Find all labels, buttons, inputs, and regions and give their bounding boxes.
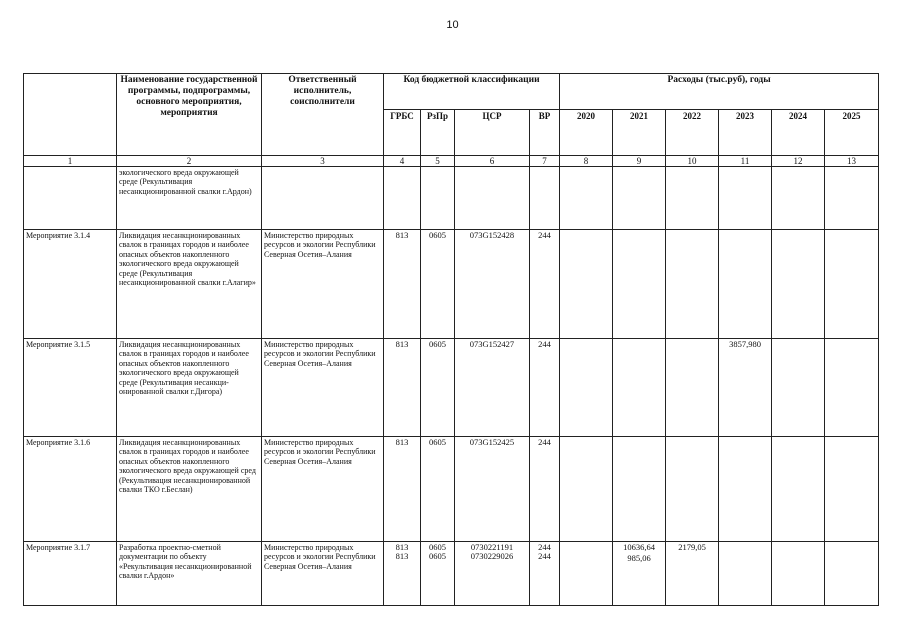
cell-grbs: [384, 167, 421, 230]
cell-2022: [666, 542, 719, 606]
cell-csr: [455, 167, 530, 230]
column-number: 11: [719, 156, 772, 167]
cell-2025: [825, 542, 879, 606]
cell-2021: [613, 167, 666, 230]
cell-value: 10636,64: [623, 542, 655, 552]
column-number: 12: [772, 156, 825, 167]
cell-value: 244: [538, 542, 551, 552]
cell-2022: [666, 167, 719, 230]
column-number: 5: [421, 156, 455, 167]
header-year: 2024: [772, 110, 825, 156]
table-row: [24, 437, 879, 542]
row-name: Ликвидация несанкционированных свалок в границах городов и наиболее опасных объектов накопленного экологического вреда окружающей сред (Рекультивация несанкционированной свалки ТКО г.Беслан): [117, 437, 262, 542]
cell-rzpr: 0605: [421, 230, 455, 339]
column-number: 7: [530, 156, 560, 167]
header-grbs: ГРБС: [384, 110, 421, 156]
cell-rzpr: [421, 167, 455, 230]
cell-grbs: 813: [384, 339, 421, 437]
header-responsible: Ответственный исполнитель, соисполнители: [262, 74, 384, 156]
table-row: [24, 339, 879, 437]
column-number: 6: [455, 156, 530, 167]
cell-grbs: 813: [384, 230, 421, 339]
column-number: 9: [613, 156, 666, 167]
header-year: 2023: [719, 110, 772, 156]
row-label: Мероприятие 3.1.5: [24, 339, 117, 437]
column-number: 3: [262, 156, 384, 167]
cell-2023: [719, 167, 772, 230]
row-responsible: Министерство природных ресурсов и экологии Республики Северная Осетия–Алания: [262, 542, 384, 606]
cell-2023: 3857,980: [719, 339, 772, 437]
header-year: 2020: [560, 110, 613, 156]
column-number: 10: [666, 156, 719, 167]
cell-2020: [560, 167, 613, 230]
cell-2020: [560, 437, 613, 542]
row-label: Мероприятие 3.1.6: [24, 437, 117, 542]
cell-2025: [825, 230, 879, 339]
row-name: Разработка проектно-сметной документации по объекту «Рекультивация несанкционированной свалки г.Ардон»: [117, 542, 262, 606]
header-rzpr: РзПр: [421, 110, 455, 156]
cell-rzpr: [421, 542, 455, 606]
cell-vr: [530, 542, 560, 606]
cell-vr: 244: [530, 437, 560, 542]
table-row: [24, 167, 879, 230]
cell-2025: [825, 339, 879, 437]
row-responsible: Министерство природных ресурсов и экологии Республики Северная Осетия–Алания: [262, 230, 384, 339]
header-year: 2025: [825, 110, 879, 156]
cell-2023: [719, 230, 772, 339]
row-name: экологического вреда окружающей среде (Рекультивация несанкционированной свалки г.Ардон): [117, 167, 262, 230]
cell-grbs: [384, 542, 421, 606]
cell-value: 2179,05: [678, 542, 706, 552]
cell-value: 985,06: [627, 553, 651, 564]
cell-value: 0730229026: [470, 551, 514, 562]
cell-csr: 073G152425: [455, 437, 530, 542]
header-csr: ЦСР: [455, 110, 530, 156]
cell-2020: [560, 230, 613, 339]
header-vr: ВР: [530, 110, 560, 156]
cell-2021: [613, 542, 666, 606]
cell-csr: [455, 542, 530, 606]
cell-vr: 244: [530, 339, 560, 437]
column-number: 4: [384, 156, 421, 167]
cell-2023: [719, 437, 772, 542]
row-label: Мероприятие 3.1.4: [24, 230, 117, 339]
table-row: [24, 542, 879, 606]
row-label: Мероприятие 3.1.7: [24, 542, 117, 606]
cell-2022: [666, 230, 719, 339]
header-budget-code: Код бюджетной классификации: [384, 74, 560, 110]
table-row: [24, 230, 879, 339]
row-label: [24, 167, 117, 230]
cell-value: 0730221191: [470, 542, 514, 552]
row-responsible: Министерство природных ресурсов и экологии Республики Северная Осетия–Алания: [262, 339, 384, 437]
cell-2021: [613, 230, 666, 339]
cell-csr: 073G152428: [455, 230, 530, 339]
cell-2022: [666, 437, 719, 542]
cell-2020: [560, 542, 613, 606]
cell-value: 813: [395, 542, 409, 552]
cell-2024: [772, 339, 825, 437]
cell-2024: [772, 437, 825, 542]
column-number: 8: [560, 156, 613, 167]
budget-table: [23, 73, 879, 606]
cell-value: 0605: [429, 542, 446, 552]
cell-value: 813: [395, 551, 409, 562]
cell-2023: [719, 542, 772, 606]
column-number: 2: [117, 156, 262, 167]
header-name: Наименование государственной программы, подпрограммы, основного мероприятия, мероприятия: [117, 74, 262, 156]
cell-2024: [772, 230, 825, 339]
cell-rzpr: 0605: [421, 339, 455, 437]
cell-2021: [613, 437, 666, 542]
cell-rzpr: 0605: [421, 437, 455, 542]
cell-2024: [772, 167, 825, 230]
cell-2024: [772, 542, 825, 606]
page-number: 10: [446, 19, 459, 31]
cell-value: 244: [538, 551, 551, 562]
cell-2025: [825, 167, 879, 230]
header-expenses: Расходы (тыс.руб), годы: [560, 74, 879, 110]
cell-2020: [560, 339, 613, 437]
cell-2025: [825, 437, 879, 542]
cell-csr: 073G152427: [455, 339, 530, 437]
cell-value: 0605: [429, 551, 446, 562]
row-name: Ликвидация несанкционированных свалок в границах городов и наиболее опасных объектов накопленного экологического вреда окружающей среде (Рекультивация несанкци-онированной свалки г.Дигора): [117, 339, 262, 437]
header-blank-cell: [24, 74, 117, 156]
cell-grbs: 813: [384, 437, 421, 542]
column-number: 13: [825, 156, 879, 167]
cell-2021: [613, 339, 666, 437]
row-responsible: [262, 167, 384, 230]
cell-vr: 244: [530, 230, 560, 339]
cell-2022: [666, 339, 719, 437]
cell-vr: [530, 167, 560, 230]
header-year: 2021: [613, 110, 666, 156]
column-number: 1: [24, 156, 117, 167]
header-year: 2022: [666, 110, 719, 156]
row-responsible: Министерство природных ресурсов и экологии Республики Северная Осетия–Алания: [262, 437, 384, 542]
row-name: Ликвидация несанкционированных свалок в границах городов и наиболее опасных объектов накопленного экологического вреда окружающей среде (Рекультивация несанкционированной свалки г.Алагир»: [117, 230, 262, 339]
